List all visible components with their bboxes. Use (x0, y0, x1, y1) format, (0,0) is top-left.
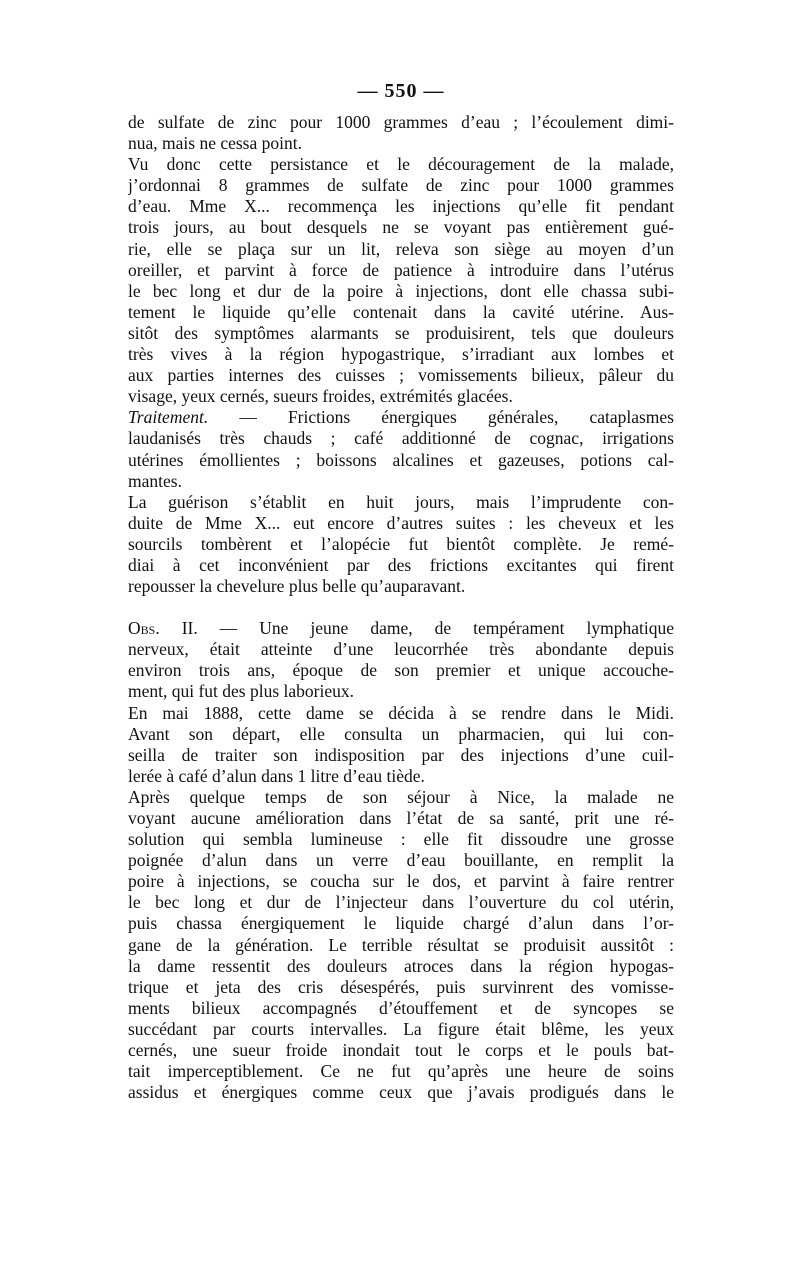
paragraph (128, 618, 674, 702)
text-line: Avant son départ, elle consulta un pharmacien, qui lui con- (128, 723, 674, 744)
text-line: j’ordonnai 8 grammes de sulfate de zinc pour 1000 grammes (128, 175, 674, 196)
text-line: ment, qui fut des plus laborieux. (128, 681, 355, 702)
text-line: le bec long et dur de la poire à injections, dont elle chassa subi- (128, 280, 674, 301)
text-line: Après quelque temps de son séjour à Nice, la malade ne (128, 786, 674, 807)
text-line: tement le liquide qu’elle contenait dans la cavité utérine. Aus- (128, 301, 674, 322)
text-line: diai à cet inconvénient par des frictions excitantes qui firent (128, 554, 674, 575)
text-line: mantes. (128, 470, 182, 491)
text-line (128, 407, 674, 428)
paragraph (128, 407, 674, 491)
paragraph-gap (128, 597, 674, 618)
page-body (128, 112, 674, 1103)
paragraph (128, 154, 674, 407)
text-fragment: — Une jeune dame, de tempérament lymphatique (197, 618, 674, 639)
book-page (128, 0, 674, 1262)
paragraph (128, 787, 674, 1103)
text-line: succédant par courts intervalles. La figure était blême, les yeux (128, 1018, 674, 1039)
text-line: d’eau. Mme X... recommença les injections qu’elle fit pendant (128, 196, 674, 217)
text-line: tait imperceptiblement. Ce ne fut qu’après une heure de soins (128, 1061, 674, 1082)
section-lead: Traitement. (128, 407, 209, 428)
text-line: environ trois ans, époque de son premier et unique accouche- (128, 660, 674, 681)
text-line: sourcils tombèrent et l’alopécie fut bientôt complète. Je remé- (128, 533, 674, 554)
text-line: trois jours, au bout desquels ne se voyant pas entièrement gué- (128, 217, 674, 238)
text-line: cernés, une sueur froide inondait tout le corps et le pouls bat- (128, 1040, 674, 1061)
paragraph (128, 112, 674, 154)
text-line: aux parties internes des cuisses ; vomissements bilieux, pâleur du (128, 365, 674, 386)
text-line: duite de Mme X... eut encore d’autres suites : les cheveux et les (128, 512, 674, 533)
text-line: Vu donc cette persistance et le découragement de la malade, (128, 154, 674, 175)
text-line: poignée d’alun dans un verre d’eau bouillante, en remplit la (128, 850, 674, 871)
text-line: repousser la chevelure plus belle qu’auparavant. (128, 576, 466, 597)
paragraph (128, 492, 674, 597)
text-line: nerveux, était atteinte d’une leucorrhée très abondante depuis (128, 639, 674, 660)
observation-lead: Obs. II. (128, 618, 198, 639)
text-line: ments bilieux accompagnés d’étouffement et de syncopes se (128, 997, 674, 1018)
text-line: En mai 1888, cette dame se décida à se rendre dans le Midi. (128, 702, 674, 723)
text-line: nua, mais ne cessa point. (128, 133, 302, 154)
text-line: laudanisés très chauds ; café additionné de cognac, irrigations (128, 428, 674, 449)
text-line: de sulfate de zinc pour 1000 grammes d’eau ; l’écoulement dimi- (128, 112, 674, 132)
paragraph (128, 703, 674, 787)
text-line: utérines émollientes ; boissons alcalines et gazeuses, potions cal- (128, 449, 674, 470)
text-line: la dame ressentit des douleurs atroces dans la région hypogas- (128, 955, 674, 976)
text-line: seilla de traiter son indisposition par des injections d’une cuil- (128, 744, 674, 765)
text-line: le bec long et dur de l’injecteur dans l’ouverture du col utérin, (128, 892, 674, 913)
text-line: voyant aucune amélioration dans l’état de sa santé, prit une ré- (128, 808, 674, 828)
text-line: assidus et énergiques comme ceux que j’avais prodigués dans le (128, 1082, 674, 1103)
text-line: solution qui sembla lumineuse : elle fit dissoudre une grosse (128, 829, 674, 850)
text-fragment: — Frictions énergiques générales, cataplasmes (208, 407, 674, 428)
text-line: sitôt des symptômes alarmants se produisirent, tels que douleurs (128, 322, 674, 343)
text-line: trique et jeta des cris désespérés, puis survinrent des vomisse- (128, 976, 674, 997)
page-number: — 550 — (357, 80, 445, 102)
text-line: La guérison s’établit en huit jours, mais l’imprudente con- (128, 491, 674, 512)
text-line: puis chassa énergiquement le liquide chargé d’alun dans l’or- (128, 913, 674, 934)
text-line: lerée à café d’alun dans 1 litre d’eau tiède. (128, 765, 425, 786)
text-line: poire à injections, se coucha sur le dos, et parvint à faire rentrer (128, 871, 674, 892)
text-line (128, 618, 674, 639)
text-line: très vives à la région hypogastrique, s’irradiant aux lombes et (128, 344, 674, 365)
text-line: gane de la génération. Le terrible résultat se produisit aussitôt : (128, 934, 674, 955)
text-line: visage, yeux cernés, sueurs froides, extrémités glacées. (128, 386, 513, 407)
text-line: rie, elle se plaça sur un lit, releva son siège au moyen d’un (128, 238, 674, 259)
text-line: oreiller, et parvint à force de patience à introduire dans l’utérus (128, 259, 674, 280)
